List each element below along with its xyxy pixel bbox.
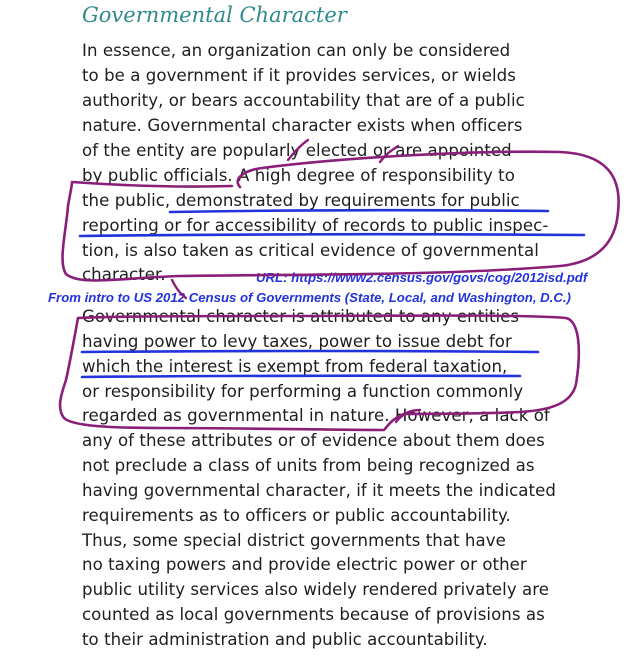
p2-line-12: public utility services also widely rendered privately are <box>82 580 550 599</box>
p2-line-1: Governmental character is attributed to any entities <box>82 307 520 326</box>
annotation-url: URL: https://www2.census.gov/govs/cog/2012isd.pdf <box>256 270 588 285</box>
p2-line-4: or responsibility for performing a function commonly <box>82 382 524 401</box>
p1-line-3: authority, or bears accountability that are of a public <box>82 91 525 110</box>
p2-line-2: having power to levy taxes, power to issue debt for <box>82 332 512 351</box>
p2-line-6: any of these attributes or of evidence about them does <box>82 431 545 450</box>
p1-line-5: of the entity are popularly elected or are appointed <box>82 141 512 160</box>
p1-line-2: to be a government if it provides services, or wields <box>82 66 516 85</box>
p2-line-7: not preclude a class of units from being recognized as <box>82 456 535 475</box>
section-heading: Governmental Character <box>82 3 347 27</box>
p2-line-13: counted as local governments because of provisions as <box>82 605 545 624</box>
p1-line-7: the public, demonstrated by requirements for public <box>82 191 520 210</box>
annotation-source: From intro to US 2012 Census of Governments (State, Local, and Washington, D.C.) <box>48 290 571 305</box>
p1-line-9: tion, is also taken as critical evidence of governmental <box>82 241 539 260</box>
underline-having-power <box>82 351 538 352</box>
p2-line-11: no taxing powers and provide electric power or other <box>82 555 527 574</box>
p2-line-14: to their administration and public accountability. <box>82 630 488 649</box>
p1-line-4: nature. Governmental character exists when officers <box>82 116 523 135</box>
p2-line-8: having governmental character, if it meets the indicated <box>82 481 556 500</box>
p1-line-6: by public officials. A high degree of responsibility to <box>82 166 515 185</box>
p2-line-10: Thus, some special district governments that have <box>82 531 506 550</box>
p2-line-3: which the interest is exempt from federal taxation, <box>82 357 508 376</box>
underline-demonstrated <box>170 210 548 212</box>
p1-line-1: In essence, an organization can only be considered <box>82 41 511 60</box>
p2-line-9: requirements as to officers or public accountability. <box>82 506 511 525</box>
p2-line-5: regarded as governmental in nature. However, a lack of <box>82 406 550 425</box>
p1-line-10: character. <box>82 265 166 284</box>
p1-line-8: reporting or for accessibility of records to public inspec- <box>82 216 549 235</box>
